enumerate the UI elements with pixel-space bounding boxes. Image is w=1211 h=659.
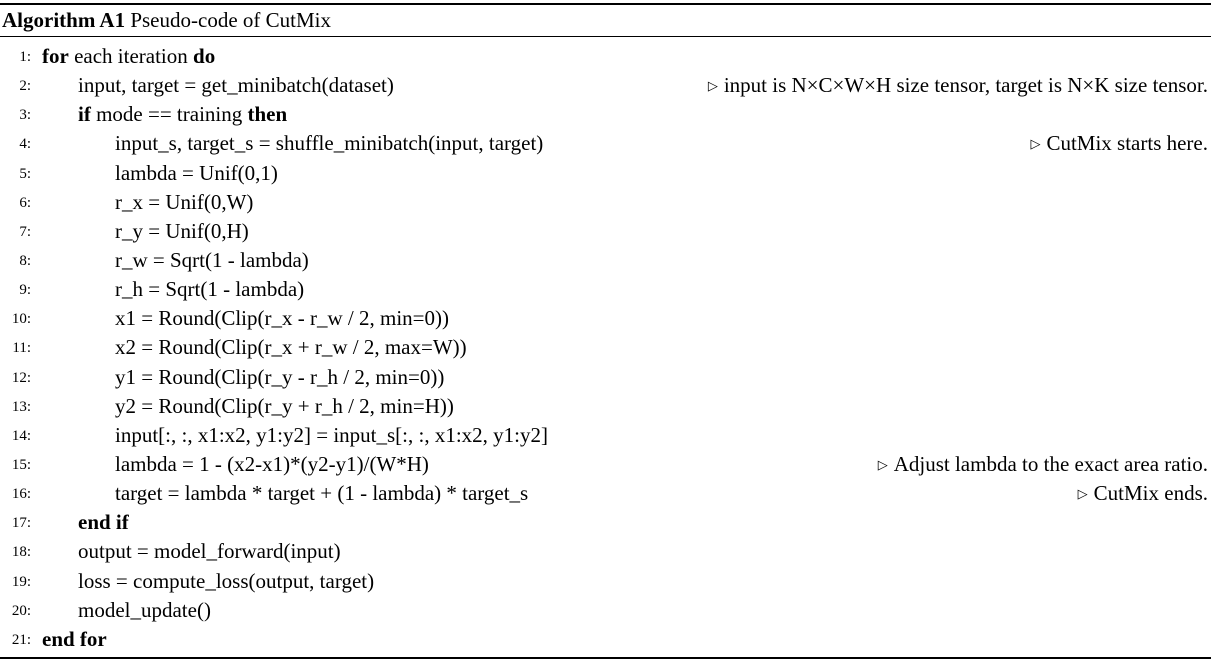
code-statement	[115, 159, 278, 188]
code-statement	[115, 450, 429, 479]
code-line	[0, 479, 1211, 508]
code-line	[0, 508, 1211, 537]
code-statement	[78, 537, 341, 566]
line-number: 7:	[19, 223, 31, 240]
code-text: r_x = Unif(0,W)	[115, 189, 254, 214]
comment-triangle-icon: ▷	[877, 456, 888, 472]
code-line	[0, 421, 1211, 450]
code-text: r_w = Sqrt(1 - lambda)	[115, 247, 309, 272]
line-number: 13:	[11, 398, 31, 415]
code-text: each iteration	[68, 44, 194, 68]
line-number: 20:	[11, 602, 31, 619]
code-statement	[115, 246, 309, 275]
keyword: end if	[78, 510, 129, 535]
line-number: 15:	[11, 456, 31, 473]
keyword: then	[247, 102, 288, 127]
code-line	[0, 129, 1211, 158]
line-number: 9:	[19, 282, 31, 299]
algorithm-caption: Pseudo-code of CutMix	[130, 8, 331, 32]
code-text: x2 = Round(Clip(r_x + r_w / 2, max=W))	[115, 335, 467, 360]
line-number: 10:	[11, 311, 31, 328]
algorithm-title	[2, 8, 331, 32]
code-statement	[115, 188, 253, 217]
algorithm-label: Algorithm A1	[2, 8, 126, 32]
line-number: 19:	[11, 573, 31, 590]
code-text: y1 = Round(Clip(r_y - r_h / 2, min=0))	[115, 364, 445, 389]
keyword: do	[193, 44, 216, 68]
code-line	[0, 100, 1211, 129]
code-text: y2 = Round(Clip(r_y + r_h / 2, min=H))	[115, 393, 454, 418]
code-statement	[78, 100, 287, 129]
code-statement	[42, 42, 215, 71]
line-number: 5:	[19, 165, 31, 182]
code-line	[0, 625, 1211, 654]
line-number: 8:	[19, 252, 31, 269]
line-number: 12:	[11, 369, 31, 386]
code-text: r_h = Sqrt(1 - lambda)	[115, 277, 305, 302]
code-text: input_s, target_s = shuffle_minibatch(input, target)	[115, 131, 544, 156]
code-line	[0, 567, 1211, 596]
line-number: 17:	[11, 515, 31, 532]
header-rule	[0, 36, 1211, 37]
code-text: input[:, :, x1:x2, y1:y2] = input_s[:, :, x1:x2, y1:y2]	[115, 422, 549, 447]
code-line	[0, 246, 1211, 275]
comment-text: CutMix starts here.	[1046, 131, 1208, 156]
code-text: input, target = get_minibatch(dataset)	[78, 73, 394, 98]
code-statement	[78, 508, 129, 537]
code-line	[0, 363, 1211, 392]
comment-text: input is N×C×W×H size tensor, target is N×K size tensor.	[723, 73, 1208, 98]
top-rule	[0, 3, 1211, 5]
code-statement	[78, 596, 211, 625]
code-line	[0, 537, 1211, 566]
keyword: for	[42, 44, 69, 68]
comment-text: CutMix ends.	[1093, 481, 1208, 506]
code-statement	[115, 333, 467, 362]
code-statement	[78, 71, 394, 100]
code-text: model_update()	[78, 597, 211, 622]
code-line	[0, 392, 1211, 421]
code-statement	[42, 625, 107, 654]
line-number: 4:	[19, 136, 31, 153]
code-line	[0, 42, 1211, 71]
line-number: 16:	[11, 486, 31, 503]
line-number: 14:	[11, 427, 31, 444]
code-text: loss = compute_loss(output, target)	[78, 568, 375, 593]
code-text: mode == training	[90, 102, 248, 127]
code-statement	[115, 304, 449, 333]
comment-triangle-icon: ▷	[1077, 486, 1088, 502]
code-statement	[115, 363, 444, 392]
line-comment	[708, 71, 1208, 100]
code-statement	[115, 275, 304, 304]
line-number: 21:	[11, 631, 31, 648]
code-text: target = lambda * target + (1 - lambda) * target_s	[115, 481, 529, 506]
keyword: if	[78, 102, 91, 127]
code-line	[0, 71, 1211, 100]
code-lines	[0, 42, 1211, 654]
code-line	[0, 217, 1211, 246]
line-comment	[1078, 479, 1208, 508]
line-number: 6:	[19, 194, 31, 211]
code-statement	[115, 129, 543, 158]
code-text: lambda = 1 - (x2-x1)*(y2-y1)/(W*H)	[115, 451, 429, 476]
keyword: end for	[42, 626, 107, 651]
code-statement	[115, 217, 249, 246]
code-line	[0, 304, 1211, 333]
code-line	[0, 188, 1211, 217]
comment-triangle-icon: ▷	[1030, 136, 1041, 152]
code-text: output = model_forward(input)	[78, 539, 341, 564]
line-number: 2:	[19, 78, 31, 95]
code-line	[0, 596, 1211, 625]
code-line	[0, 275, 1211, 304]
code-text: lambda = Unif(0,1)	[115, 160, 278, 185]
line-comment	[1030, 129, 1208, 158]
line-number: 11:	[12, 340, 31, 357]
code-text: r_y = Unif(0,H)	[115, 218, 249, 243]
code-line	[0, 159, 1211, 188]
comment-text: Adjust lambda to the exact area ratio.	[893, 451, 1208, 476]
code-text: x1 = Round(Clip(r_x - r_w / 2, min=0))	[115, 306, 449, 331]
code-statement	[115, 421, 548, 450]
line-comment	[878, 450, 1208, 479]
code-statement	[115, 479, 528, 508]
code-line	[0, 450, 1211, 479]
comment-triangle-icon: ▷	[707, 78, 718, 94]
line-number: 1:	[19, 49, 31, 65]
code-line	[0, 333, 1211, 362]
line-number: 18:	[11, 544, 31, 561]
line-number: 3:	[19, 107, 31, 124]
code-statement	[115, 392, 454, 421]
code-statement	[78, 567, 374, 596]
